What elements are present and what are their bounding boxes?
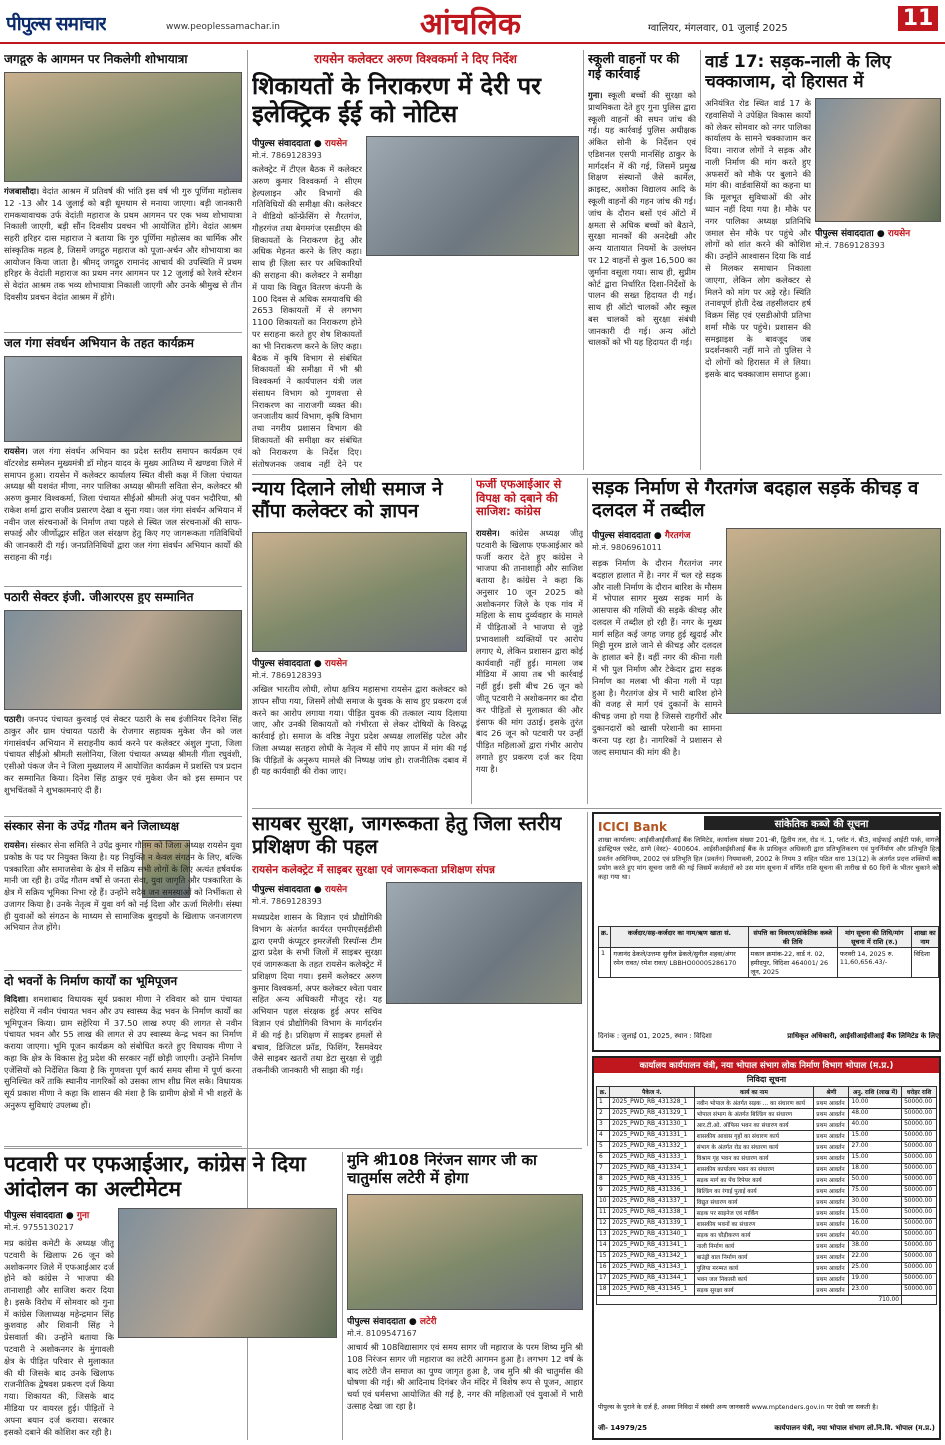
table-cell: बिल्डिंग का रंगाई पुताई कार्य bbox=[694, 1186, 814, 1197]
table-cell: प्रथम आवर्तन bbox=[814, 1175, 849, 1186]
table-cell: 15.00 bbox=[849, 1153, 902, 1164]
headline: स्कूली वाहनों पर की गई कार्रवाई bbox=[588, 52, 680, 81]
table-cell: 2025_PWD_RB_431341_1 bbox=[610, 1241, 694, 1252]
table-cell: 48.00 bbox=[849, 1109, 902, 1120]
table-cell: 2025_PWD_RB_431340_1 bbox=[610, 1230, 694, 1241]
table-cell: गजानंद ढेकले/उत्तमा सुनील ढेकले/सुनील शहवा/अंगर रमेन रावत/ रमेश रावत/ LBBHO00005286170 bbox=[611, 948, 748, 978]
headline: सायबर सुरक्षा, जागरूकता हेतु जिला स्तरीय प्रशिक्षण की पहल bbox=[252, 812, 562, 858]
table-total-row bbox=[597, 1296, 937, 1305]
headline: पटवारी पर एफआईआर, कांग्रेस ने दिया आंदोलन का अल्टीमेटम bbox=[4, 1152, 306, 1201]
place: गंजबासौदा। bbox=[4, 186, 40, 196]
table-row bbox=[597, 1142, 937, 1153]
table-cell: प्रथम आवर्तन bbox=[814, 1219, 849, 1230]
table-cell: शासकीय आवास गृहों का संधारण कार्य bbox=[694, 1131, 814, 1142]
table-cell: प्रथम आवर्तन bbox=[814, 1197, 849, 1208]
table-cell: प्रथम आवर्तन bbox=[814, 1109, 849, 1120]
article-body: मप्र कांग्रेस कमेटी के अध्यक्ष जीतू पटवारी के खिलाफ 26 जून को अशोकनगर जिले में एफआईआर दर्ज होने को कांग्रेस ने भाजपा की तानाशाही और साजिश करार दिया है। इसके विरोध में सोमवार को गुना में कांग्रेस जिलाध्यक्ष महेन्द्रमान सिंह कुशवाह और शिवानी सिंह ने प्रेसवार्ता की। उन्होंने बताया कि पटवारी ने अशोकनगर के मुंगावली क्षेत्र के पीड़ित परिवार से मुलाकात की थी जिसके बाद उनके खिलाफ राजनीतिक द्वेषवश प्रकरण दर्ज किया गया। शिकायत की, जिसके बाद मीडिया पर वायरल हुई। पीड़ितों ने अपना बयान दर्ज कराया। सरकार इसको दबाने की कोशिश कर रही है। bbox=[4, 1238, 114, 1437]
table-cell: 2025_PWD_RB_431336_1 bbox=[610, 1186, 694, 1197]
table-row bbox=[597, 1098, 937, 1109]
headline: मुनि श्री108 निरंजन सागर जी का चातुर्मास लटेरी में होगा bbox=[347, 1152, 537, 1187]
table-cell: 50000.00 bbox=[902, 1164, 937, 1175]
table-cell: 50000.00 bbox=[902, 1263, 937, 1274]
meeting-photo bbox=[366, 136, 579, 256]
tender-code: जी- 14979/25 bbox=[598, 1424, 648, 1432]
table-cell: प्रथम आवर्तन bbox=[814, 1230, 849, 1241]
table-cell: 10 bbox=[597, 1197, 610, 1208]
table-cell: 2025_PWD_RB_431334_1 bbox=[610, 1164, 694, 1175]
column-divider bbox=[587, 478, 588, 804]
table-row bbox=[597, 1241, 937, 1252]
body-text: कांग्रेस अध्यक्ष जीतू पटवारी के खिलाफ एफआईआर को फर्जी करार देते हुए कांग्रेस ने भाजपा की तानाशाही और साजिश बताया है। कांग्रेस ने कहा कि अनुसार 10 जून 2025 को अशोकनगर जिले के एक गांव में महिला के साथ दुर्व्यवहार के मामले में पीड़िताओं ने भाजपा से जुड़े प्रभावशाली व्यक्तियों पर आरोप लगाए थे, लेकिन प्रशासन द्वारा कोई कार्यवाही नहीं हुई। मामला जब मीडिया में आया तब भी कार्रवाई नहीं हुई। इसी बीच 26 जून को जीतू पटवारी ने अशोकनगर का दौरा कर पीड़ितों से मुलाकात की और इंसाफ की मांग उठाई। इसके तुरंत बाद 26 जून को पटवारी पर उन्हीं पीड़ित महिलाओं द्वारा गंभीर आरोप लगाते हुए प्रकरण दर्ज कर दिया गया है। bbox=[476, 528, 583, 774]
bank-logo: ICICI Bank bbox=[598, 820, 667, 834]
table-cell: प्रथम आवर्तन bbox=[814, 1285, 849, 1296]
divider bbox=[4, 332, 242, 333]
table-cell: 75.00 bbox=[849, 1186, 902, 1197]
body-text: वेदांत आश्रम में प्रतिवर्ष की भांति इस वर्ष भी गुरु पूर्णिमा महोत्सव 12 -13 और 14 जुलाई को बड़ी धूमधाम से मनाया जाएगा। बड़ी जानकारी रामकथावाचक उर्फ वेदांती महाराज के प्रथम आगमन पर एक भव्य शोभायात्रा निकाली जाएगी, बड़ी सौंन दिवसीय प्रवचन भी आयोजित होंगे। वेदांत आश्रम सहरी हरिहर दास महाराज ने बताया कि गुरु पूर्णिमा महोत्सव का धार्मिक और सांस्कृतिक महत्व है, जिसमें जगद्गुरु महाराज को पूजा-अर्चन और शोभायात्रा का आयोजन किया जाता है। श्रीमद् जगद्गुरु रामानंद आचार्य की उपस्थिति में प्रथम हरिहर के वेदांती महाराज का प्रथम नगर आगमन पर 12 जुलाई को रेलवे स्टेशन से वेदांत आश्रम तक भव्य शोभायात्रा निकाली जाएगी और उनके श्रीमुख से तीन दिवसीय प्रवचन वेदांत आश्रम में होंगे। bbox=[4, 186, 242, 303]
place: गैरतगंज bbox=[664, 531, 691, 541]
notice-title: सांकेतिक कब्जे की सूचना bbox=[704, 816, 939, 830]
table-cell: 50000.00 bbox=[902, 1142, 937, 1153]
place: गुना bbox=[76, 1211, 90, 1221]
table-row bbox=[597, 1164, 937, 1175]
reporter: पीपुल्स संवाददाता bbox=[347, 1317, 406, 1327]
article-body bbox=[588, 90, 696, 468]
table-row bbox=[597, 1153, 937, 1164]
article-body: अखिल भारतीय लोधी, लोधा क्षत्रिय महासभा रायसेन द्वारा कलेक्टर को ज्ञापन सौंपा गया, जिसमें लोधी समाज के युवक के साथ हुए प्रकरण दर्ज करने का आरोप लगाया गया। पीड़ित युवक की तत्काल न्याय दिलाया जाए, और उनकी शिकायतों को गंभीरता से लेकर दोषियों के विरुद्ध कार्रवाई हो। समाज के वरिष्ठ नेपुरा प्रदेश अध्यक्ष लालसिंह पटेल और जिला अध्यक्ष सतहरा लोधी के नेतृत्व में सौंपे गए ज्ञापन में मांग की गई कि पीड़ितों के अनुरूप मामले की निष्पक्ष जांच हो। राजनीतिक दबाव में ही यह कार्यवाही की रोका जाए। bbox=[252, 684, 467, 777]
table-cell: 50000.00 bbox=[902, 1241, 937, 1252]
table-cell: 4 bbox=[597, 1131, 610, 1142]
table-cell: प्रथम आवर्तन bbox=[814, 1164, 849, 1175]
divider bbox=[252, 808, 942, 809]
table-cell: 16.00 bbox=[849, 1219, 902, 1230]
newspaper-url[interactable]: www.peoplessamachar.in bbox=[166, 22, 280, 32]
table-row bbox=[597, 1131, 937, 1142]
table-cell: 50000.00 bbox=[902, 1285, 937, 1296]
byline: पीपुल्स संवाददाता ● रायसेन bbox=[252, 659, 348, 669]
article-electric-ee-notice bbox=[252, 52, 579, 470]
article-bhoomipujan bbox=[4, 974, 242, 1142]
article-body: आचार्य श्री 108विद्यासागर एवं समय सागर जी महाराज के परम शिष्य मुनि श्री 108 निरंजन सागर जी महाराज का लटेरी आगमन हुआ है। लगभग 12 वर्ष के बाद लटेरी जैन समाज का पुण्य जागृत हुआ है, जब मुनि श्री की चातुर्मास की घोषणा की गई। श्री आदिनाथ दिगंबर जैन मंदिर में विशेष रूप से पूजन, आहार चर्या एवं धर्मसभा आयोजित की गई है, नगर की महिलाओं एवं युवाओं में भारी उत्साह देखा जा रहा है। bbox=[347, 1342, 583, 1411]
body-text: शमशाबाद विधायक सूर्य प्रकाश मीणा ने रविवार को ग्राम पंचायत सहेरिया में नवीन पंचायत भवन और उप स्वास्थ्य केंद्र भवन के निर्माण कार्यों का भूमिपूजन किया। ग्राम सहेरिया में 37.50 लाख रुपए की लागत से नवीन पंचायत भवन और 55 लाख की लागत से उप स्वास्थ्य केन्द्र भवन का निर्माण कराया जाएगा। भूमि पूजन कार्यक्रम को संबोधित करते हुए विधायक मीणा ने कहा कि क्षेत्र के विकास हेतु प्रदेश की सरकार नहीं छोड़ी जाएगी। उन्होंने निर्माण एजेंसियों को निर्देशित किया है कि गुणवत्ता पूर्ण कार्य समय सीमा में पूर्ण करना सुनिश्चित करें ताकि स्थानीय नागरिकों को उसका लाभ शीघ्र मिल सके। विधायक सूर्य प्रकाश मीणा ने कहा कि शासन की मंशा है कि ग्रामीण क्षेत्रों में भी शहरों के अनुरूप सुविधाएं उपलब्ध हों। bbox=[4, 994, 242, 1111]
table-cell: 2025_PWD_RB_431345_1 bbox=[610, 1285, 694, 1296]
divider bbox=[4, 1146, 242, 1147]
divider bbox=[4, 1148, 582, 1149]
table-cell: 50000.00 bbox=[902, 1098, 937, 1109]
table-cell: 17 bbox=[597, 1274, 610, 1285]
table-cell: 1 bbox=[597, 1098, 610, 1109]
table-cell: शासकीय भवनों का संधारण bbox=[694, 1219, 814, 1230]
table-row bbox=[597, 1285, 937, 1296]
table-cell: 10.00 bbox=[849, 1098, 902, 1109]
notice-table bbox=[598, 926, 939, 978]
article-sanskar-sena bbox=[4, 820, 242, 968]
table-cell: 19.00 bbox=[849, 1274, 902, 1285]
table-cell: 2025_PWD_RB_431329_1 bbox=[610, 1109, 694, 1120]
table-cell: 50000.00 bbox=[902, 1175, 937, 1186]
table-cell: बाउंड्री वाल निर्माण कार्य bbox=[694, 1252, 814, 1263]
body-text: जनपद पंचायत कुरवाई एवं सेक्टर पठारी के सब इंजीनियर दिनेश सिंह ठाकुर और ग्राम पंचायत पठारी के रोजगार सहायक मुकेश जैन को जल गंगासंवर्धन अभियान में सराहनीय कार्य करने पर कलेक्टर अंशुल गुप्ता, जिला पंचायत सीईओ श्रीमती सलोनिया, जिला पंचायत अध्यक्ष श्रीमती गीता रघुवंशी, एसीओ पंकज जैन ने जिला मुख्यालय में आयोजित कार्यक्रम में प्रशस्ति पत्र प्रदान कर सम्मानित किया। दिनेश सिंह ठाकुर एवं मुकेश जैन को इस सम्मान पर शुभचिंतकों ने शुभकामनाएं दी हैं। bbox=[4, 714, 242, 795]
col-header: क्र. bbox=[597, 1087, 610, 1098]
place: गुना। bbox=[588, 90, 603, 100]
divider bbox=[4, 586, 242, 587]
table-cell: 2025_PWD_RB_431330_1 bbox=[610, 1120, 694, 1131]
mobile-number: मो.नं. 7869128393 bbox=[815, 241, 885, 250]
table-cell: 16 bbox=[597, 1263, 610, 1274]
mobile-number: मो.नं. 7869128393 bbox=[252, 897, 322, 906]
article-body bbox=[476, 528, 583, 802]
col-header: कर्जदार/सह-कर्जदार का नाम/ऋण खाता सं. bbox=[611, 927, 748, 948]
table-cell: 50000.00 bbox=[902, 1186, 937, 1197]
table-cell: 50000.00 bbox=[902, 1230, 937, 1241]
pwd-tender-notice bbox=[592, 1056, 941, 1440]
table-cell: पुलिया मरम्मत कार्य bbox=[694, 1263, 814, 1274]
table-cell: 1 bbox=[599, 948, 611, 978]
table-row bbox=[597, 1109, 937, 1120]
table-row bbox=[597, 1186, 937, 1197]
reporter: पीपुल्स संवाददाता bbox=[815, 229, 874, 239]
divider bbox=[252, 474, 942, 475]
table-cell: 22.00 bbox=[849, 1252, 902, 1263]
reporter: पीपुल्स संवाददाता bbox=[592, 531, 651, 541]
col-header: कार्य का नाम bbox=[694, 1087, 814, 1098]
notice-footer: दिनांक : जुलाई 01, 2025, स्थान : विदिशा bbox=[598, 1032, 712, 1040]
article-congress-fir bbox=[476, 478, 583, 804]
table-cell: 2025_PWD_RB_431342_1 bbox=[610, 1252, 694, 1263]
kicker: रायसेन कलेक्ट्रेट में साइबर सुरक्षा एवं जागरूकता प्रशिक्षण संपन्न bbox=[252, 864, 495, 876]
section-title: आंचलिक bbox=[420, 7, 521, 42]
column-divider bbox=[583, 50, 584, 470]
table-cell: 2025_PWD_RB_431344_1 bbox=[610, 1274, 694, 1285]
table-row bbox=[597, 1274, 937, 1285]
column-divider bbox=[342, 1152, 343, 1440]
byline: पीपुल्स संवाददाता ● रायसेन bbox=[815, 229, 911, 239]
table-cell: फरवरी 14, 2025 रु. 11,60,656.43/- bbox=[837, 948, 911, 978]
mobile-number: मो.नं. 9755130217 bbox=[4, 1223, 74, 1232]
table-cell: प्रथम आवर्तन bbox=[814, 1263, 849, 1274]
table-cell: 2025_PWD_RB_431332_1 bbox=[610, 1142, 694, 1153]
table-cell: 50000.00 bbox=[902, 1109, 937, 1120]
mobile-number: मो.नं. 9806961011 bbox=[592, 543, 662, 552]
byline: पीपुल्स संवाददाता ● लटेरी bbox=[347, 1317, 437, 1327]
article-school-vehicles bbox=[588, 52, 696, 470]
article-body bbox=[4, 446, 242, 582]
table-cell: भवन जल निकासी कार्य bbox=[694, 1274, 814, 1285]
column-divider bbox=[471, 478, 472, 804]
headline: न्याय दिलाने लोधी समाज ने सौंपा कलेक्टर को ज्ञापन bbox=[252, 478, 443, 523]
tender-sign: कार्यपालन यंत्री, नया भोपाल संभाग लो.नि.वि. भोपाल (म.प्र.) bbox=[774, 1424, 935, 1432]
memorandum-photo bbox=[252, 532, 467, 652]
headline: फर्जी एफआईआर से विपक्ष को दबाने की साजिश: कांग्रेस bbox=[476, 478, 562, 519]
table-cell: 18.00 bbox=[849, 1164, 902, 1175]
article-body bbox=[4, 994, 242, 1140]
byline: पीपुल्स संवाददाता ● गैरतगंज bbox=[592, 531, 691, 541]
table-row bbox=[597, 1120, 937, 1131]
table-cell: 13 bbox=[597, 1230, 610, 1241]
article-body: मध्यप्रदेश शासन के विज्ञान एवं प्रौद्योगिकी विभाग के अंतर्गत कार्यरत एमपीएसईडीसी द्वारा एमपी कंप्यूटर इमरजेंसी रिस्पॉन्स टीम द्वारा प्रदेश के सभी जिलों में साइबर सुरक्षा एवं जागरूकता के तहत रायसेन कलेक्ट्रेट में प्रशिक्षण दिया गया। इसमें कलेक्टर अरुण कुमार विश्वकर्मा, अपर कलेक्टर श्वेता पवार सहित अन्य अधिकारी मौजूद रहे। यह अभियान पहल संरक्षक हुई अपर सचिव विज्ञान एवं प्रौद्योगिकी विभाग के मार्गदर्शन में की गई है। प्रशिक्षण में साइबर हमलों से बचाव, डिजिटल फ्रॉड, फिशिंग, रैंसमवेयर जैसे साइबर खतरों तथा डेटा सुरक्षा से जुड़ी तकनीकी जानकारी भी साझा की गई। bbox=[252, 912, 382, 1076]
table-cell: 38.00 bbox=[849, 1241, 902, 1252]
col-header: क्र. bbox=[599, 927, 611, 948]
table-row bbox=[597, 1263, 937, 1274]
table-cell: प्रथम आवर्तन bbox=[814, 1274, 849, 1285]
table-row bbox=[597, 1175, 937, 1186]
table-cell: 40.00 bbox=[849, 1230, 902, 1241]
table-cell: 2025_PWD_RB_431328_1 bbox=[610, 1098, 694, 1109]
article-body bbox=[4, 186, 242, 326]
place: रायसेन bbox=[324, 139, 348, 149]
col-header: संपत्ति का विवरण/सांकेतिक कब्जे की तिथि bbox=[748, 927, 837, 948]
col-header: शाखा का नाम bbox=[911, 927, 938, 948]
dateline: ग्वालियर, मंगलवार, 01 जुलाई 2025 bbox=[648, 23, 788, 34]
table-cell: 12 bbox=[597, 1219, 610, 1230]
table-cell: 14 bbox=[597, 1241, 610, 1252]
article-photo bbox=[4, 356, 242, 442]
article-body: सड़क निर्माण के दौरान गैरतगंज नगर बदहाल हालात में है। नगर में चल रहे सड़क और नाली निर्माण के दौरान बारिश के मौसम में भोपाल सागर मुख्य सड़क मार्ग के आसपास की गलियों की सड़कें कीचड़ और दलदल में तब्दील हो रही हैं। नगर के मुख्य मार्ग सहित कई जगह जगह हुई खुदाई और मिट्टी मुरम डाले जाने से कीचड़ और दलदल के हालात बने हैं। वहीं नगर की कीना गली में भी पुल निर्माण और टेकेदार द्वारा सड़क निर्माण का मलबा भी कीना गली में पड़ा हुआ है। गैरतगंज क्षेत्र में भारी बारिश होने की वजह से मार्ग एवं दुकानों के सामने कीचड़ जमा हो गया है जिससे राहगीरों और दुकानदारों को खासी परेशानी का सामना करना पड़ रहा है। नागरिकों ने प्रशासन से जल्द समाधान की मांग की है। bbox=[592, 558, 722, 757]
table-cell: 50.00 bbox=[849, 1175, 902, 1186]
training-photo bbox=[386, 882, 582, 1004]
tender-bottom-note: पीपुल्स के पुराने के दर्ज हैं, अथवा निविदा में संबंधी अन्य जानकारी www.mptenders.gov.in पर देखी जा सकती है। bbox=[598, 1403, 879, 1411]
table-cell: 50000.00 bbox=[902, 1131, 937, 1142]
table-cell: 2025_PWD_RB_431335_1 bbox=[610, 1175, 694, 1186]
article-lodhi-samaj bbox=[252, 478, 467, 804]
tender-title: कार्यालय कार्यपालन यंत्री, नया भोपाल संभाग लोक निर्माण विभाग भोपाल (म.प्र.) bbox=[594, 1058, 939, 1073]
table-row bbox=[597, 1230, 937, 1241]
table-cell: 50000.00 bbox=[902, 1274, 937, 1285]
muni-photo bbox=[347, 1194, 583, 1310]
table-cell: 25.00 bbox=[849, 1263, 902, 1274]
table-cell: विदिशा bbox=[911, 948, 938, 978]
table-cell: 6 bbox=[597, 1153, 610, 1164]
article-patwari-fir bbox=[4, 1152, 337, 1440]
muddy-road-photo bbox=[726, 528, 941, 714]
table-cell: 40.00 bbox=[849, 1120, 902, 1131]
table-cell: विश्राम गृह भवन का संधारण कार्य bbox=[694, 1153, 814, 1164]
mobile-number: मो.नं. 7869128393 bbox=[252, 151, 322, 160]
table-cell: नवीन भोपाल के अंतर्गत सड़क ... का संधारण कार्य bbox=[694, 1098, 814, 1109]
table-cell: 50000.00 bbox=[902, 1252, 937, 1263]
kicker: रायसेन कलेक्टर अरुण विश्वकर्मा ने दिए निर्देश bbox=[314, 52, 517, 66]
table-cell: सड़क सुरक्षा कार्य bbox=[694, 1285, 814, 1296]
body-text: स्कूली बच्चों की सुरक्षा को प्राथमिकता देते हुए गुना पुलिस द्वारा स्कूली वाहनों की सघन जांच की गई। यह कार्रवाई पुलिस अधीक्षक अंकित सोनी के निर्देशन एवं एडिशनल एसपी मानसिंह ठाकुर के मार्गदर्शन में की गई, जिसमें प्रमुख शिक्षण संस्थानों जैसे कार्मेल, क्राइस्ट, अशोका विद्यालय आदि के स्कूली वाहनों की गहन जांच की गई। जांच के दौरान बसों एवं ऑटो में क्षमता से अधिक बच्चों को बैठाने, सुरक्षा मानकों की अनदेखी और अन्य यातायात नियमों के उल्लंघन पर 12 वाहनों से कुल 16,500 का जुर्माना वसूला गया। साथ ही, सुप्रीम कोर्ट द्वारा निर्धारित दिशा-निर्देशों के पालन की सख्त हिदायत दी गई। साथ ही ऑटो चालकों और स्कूल बस चालकों को सुरक्षा संबंधी जानकारी दी गई। अन्य ऑटो चालकों को भी यह हिदायत दी गई। bbox=[588, 90, 696, 348]
table-cell: 9 bbox=[597, 1186, 610, 1197]
table-cell: नाली निर्माण कार्य bbox=[694, 1241, 814, 1252]
article-body: कलेक्ट्रेट में टीएल बैठक में कलेक्टर अरुण कुमार विश्वकर्मा ने सीएम हेल्पलाइन और विभागों की गतिविधियों की समीक्षा की। कलेक्टर ने वीडियो कॉन्फ्रेंसिंग से गैरतगंज, गौहरगंज तथा बेगमगंज एसडीएम की शिकायतों के निराकरण हेतु और अधिक मेहनत करने के लिए कहा। साथ ही ज़िला स्तर पर अधिकारियों की सराहना की। कलेक्टर ने समीक्षा में पाया कि विद्युत वितरण कंपनी के 100 दिवस से अधिक समयावधि की 2653 शिकायतों में से लगभग 1100 शिकायतों का निराकरण होने पर सराहना करते हुए शेष शिकायतों का भी निराकरण करने के लिए कहा। बैठक में कृषि विभाग से संबंधित शिकायतों की समीक्षा में भी श्री विश्वकर्मा ने कार्यपालन यंत्री जल संसाधन विभाग को गुणवत्ता से निराकरण का नाराजगी व्यक्त की। जनजातीय कार्य विभाग, कृषि विभाग तथा नगरीय प्रशासन विभाग की शिकायतों की समीक्षा कर संबंधित को निराकरण के निर्देश दिए। संतोषजनक जवाब नहीं देने पर bbox=[252, 164, 362, 468]
table-cell: 2 bbox=[597, 1109, 610, 1120]
table-cell: 15 bbox=[597, 1252, 610, 1263]
notice-body: शाखा कार्यालय: आईसीआईसीआई बैंक लिमिटेड, कार्यालय संख्या 201-बी, द्वितीय तल, रोड नं. 1, प्लॉट नं. बी3, वाईफाई आईटी पार्क, वागले इंडस्ट्रियल एस्टेट, ठाणे (वेस्ट)- 400604. आईसीआईसीआई बैंक के प्राधिकृत अधिकारी द्वारा प्रतिभूतिकरण एवं पुनर्निर्माण और प्रतिभूति हित प्रवर्तन अधिनियम, 2002 एवं प्रतिभूति हित (प्रवर्तन) नियमावली, 2002 के नियम 3 सहित पठित धारा 13(12) के अंतर्गत प्रदत्त शक्तियों का प्रयोग करते हुए मांग सूचना जारी की गई जिसमें कर्जदारों को उस मांग सूचना में वर्णित राशि सूचना की तारीख से 60 दिनों के भीतर चुकाने को कहा गया था। bbox=[598, 836, 939, 882]
article-muni-chaturmas bbox=[347, 1152, 583, 1440]
headline: जल गंगा संवर्धन अभियान के तहत कार्यक्रम bbox=[4, 336, 194, 350]
table-row bbox=[597, 1197, 937, 1208]
table-row bbox=[597, 1252, 937, 1263]
article-body: अनियंत्रित रोड स्थित वार्ड 17 के रहवासियों ने उपेक्षित विकास कार्यों को लेकर सोमवार को नगर पालिका कार्यालय के सामने चक्काजाम कर दिया। नाराज लोगों ने सड़क और नाली निर्माण की मांग करते हुए अफसरों को मौके पर बुलाने की मांग की। वार्डवासियों का कहना था कि मूलभूत सुविधाओं की ओर ध्यान नहीं दिया गया है। मौके पर नगर पालिका अध्यक्ष प्रतिनिधि जमाल सेन मौके पर पहुंचे और लोगों को शांत करने की कोशिश की। उन्होंने आश्वासन दिया कि वार्ड से मिलकर समाधान निकाला जाएगा, लेकिन लोग कलेक्टर से मिलने को मांग पर अड़े रहे। स्थिति तनावपूर्ण होती देख तहसीलदार हर्ष विक्रम सिंह एवं एसडीओपी प्रतिभा शर्मा मौके पर पहुंचे। प्रशासन की समझाइश के बावजूद जब प्रदर्शनकारी नहीं माने तो पुलिस ने दो लोगों को हिरासत में ले लिया। इसके बाद चक्काजाम समाप्त हुआ। bbox=[705, 98, 811, 379]
table-cell: 2025_PWD_RB_431337_1 bbox=[610, 1197, 694, 1208]
headline: जगद्गुरु के आगमन पर निकलेगी शोभायात्रा bbox=[4, 52, 188, 66]
article-body bbox=[4, 840, 242, 966]
notice-sign: प्राधिकृत अधिकारी, आईसीआईसीआई बैंक लिमिटेड के लिए bbox=[787, 1032, 939, 1040]
col-header: अनु. राशि (लाख में) bbox=[849, 1087, 902, 1098]
table-cell: मकान क्रमांक-22, वार्ड नं. 02, हमीदपुर, विदिशा 464001/ 26 जून, 2025 bbox=[748, 948, 837, 978]
col-header: श्रेणी bbox=[814, 1087, 849, 1098]
table-cell: 11 bbox=[597, 1208, 610, 1219]
icici-possession-notice bbox=[592, 812, 941, 1052]
masthead bbox=[0, 0, 945, 44]
column-divider bbox=[700, 50, 701, 470]
table-cell: प्रथम आवर्तन bbox=[814, 1153, 849, 1164]
table-cell: 50000.00 bbox=[902, 1208, 937, 1219]
table-cell: 5 bbox=[597, 1142, 610, 1153]
column-divider bbox=[587, 812, 588, 1146]
table-cell: 50000.00 bbox=[902, 1197, 937, 1208]
table-cell: 50000.00 bbox=[902, 1120, 937, 1131]
article-body bbox=[4, 714, 242, 812]
table-cell: 3 bbox=[597, 1120, 610, 1131]
table-cell: 50000.00 bbox=[902, 1219, 937, 1230]
article-ward-17 bbox=[705, 52, 941, 470]
table-cell: 23.00 bbox=[849, 1285, 902, 1296]
table-cell: 7 bbox=[597, 1164, 610, 1175]
article-pathari-honor bbox=[4, 590, 242, 814]
place: रायसेन bbox=[887, 229, 911, 239]
table-cell: 2025_PWD_RB_431343_1 bbox=[610, 1263, 694, 1274]
mobile-number: मो.नं. 7869128393 bbox=[252, 671, 322, 680]
reporter: पीपुल्स संवाददाता bbox=[252, 659, 311, 669]
table-row bbox=[597, 1208, 937, 1219]
table-cell: प्रथम आवर्तन bbox=[814, 1120, 849, 1131]
col-header: मांग सूचना की तिथि/मांग सूचना में राशि (रु.) bbox=[837, 927, 911, 948]
table-cell: प्रथम आवर्तन bbox=[814, 1142, 849, 1153]
table-row bbox=[597, 1219, 937, 1230]
page-number: 11 bbox=[898, 6, 938, 31]
table-cell: सड़क मार्ग का पेंच रिपेयर कार्य bbox=[694, 1175, 814, 1186]
headline: सड़क निर्माण से गैरतगंज बदहाल सड़कें कीचड़ व दलदल में तब्दील bbox=[592, 478, 919, 521]
table-cell: 2025_PWD_RB_431339_1 bbox=[610, 1219, 694, 1230]
headline: वार्ड 17: सड़क-नाली के लिए चक्काजाम, दो हिरासत में bbox=[705, 52, 891, 93]
place: विदिशा। bbox=[4, 994, 29, 1004]
byline: पीपुल्स संवाददाता ● रायसेन bbox=[252, 139, 348, 149]
place: रायसेन bbox=[324, 659, 348, 669]
article-jagadguru bbox=[4, 52, 242, 328]
col-header: पैकेज नं. bbox=[610, 1087, 694, 1098]
byline: पीपुल्स संवाददाता ● रायसेन bbox=[252, 885, 348, 895]
headline: दो भवनों के निर्माण कार्यों का भूमिपूजन bbox=[4, 974, 178, 988]
press-conference-photo bbox=[118, 1208, 337, 1338]
table-cell: 50000.00 bbox=[902, 1153, 937, 1164]
headline: शिकायतों के निराकरण में देरी पर इलेक्ट्रिक ईई को नोटिस bbox=[252, 72, 541, 129]
place: पठारी। bbox=[4, 714, 25, 724]
body-text: जल गंगा संवर्धन अभियान का प्रदेश स्तरीय समापन कार्यक्रम एवं वॉटरशेड सम्मेलन मुख्यमंत्री डॉ मोहन यादव के मुख्य आतिथ्य में खण्डवा जिले में समापन हुआ। रायसेन में कलेक्टर कार्यालय स्थित वीसी कक्ष में जिला पंचायत अध्यक्ष श्री यशवंत मीणा, नगर पालिका अध्यक्ष श्रीमती सविता सेन, कलेक्टर श्री अरुण कुमार विश्वकर्मा, जिला पंचायत सीईओ श्रीमती अंजू पवन भदौरिया, श्री राकेश शर्मा द्वारा सजीव प्रसारण देखा व सुना गया। जल गंगा संवर्धन अभियान में नवीन जल संरचनाओं के निर्माण तथा पहले से स्थित जल संरचनाओं की साफ-सफाई और जीर्णोद्धार सहित जल संरक्षण हेतु किए गए जागरूकता गतिविधियों की जानकारी दी गई। जनप्रतिनिधियों द्वारा जल गंगा संवर्धन अभियान कार्यों की सराहना की गई। bbox=[4, 446, 242, 563]
reporter: पीपुल्स संवाददाता bbox=[252, 139, 311, 149]
reporter: पीपुल्स संवाददाता bbox=[4, 1211, 63, 1221]
table-cell: 2025_PWD_RB_431331_1 bbox=[610, 1131, 694, 1142]
divider bbox=[4, 970, 242, 971]
place: रायसेन। bbox=[476, 528, 500, 538]
article-cyber-security bbox=[252, 812, 582, 1144]
table-cell: 2025_PWD_RB_431338_1 bbox=[610, 1208, 694, 1219]
divider bbox=[4, 816, 242, 817]
place: रायसेन। bbox=[4, 446, 28, 456]
table-cell: शासकीय कार्यालय भवन का संधारण bbox=[694, 1164, 814, 1175]
place: लटेरी bbox=[419, 1317, 437, 1327]
place: रायसेन। bbox=[4, 840, 28, 850]
headline: संस्कार सेना के उपेंद्र गौतम बने जिलाध्यक्ष bbox=[4, 820, 180, 833]
table-cell: प्रथम आवर्तन bbox=[814, 1252, 849, 1263]
article-jal-ganga bbox=[4, 336, 242, 584]
table-cell: संभाग के अंतर्गत रोड का संधारण कार्य bbox=[694, 1142, 814, 1153]
table-cell: प्रथम आवर्तन bbox=[814, 1186, 849, 1197]
protest-photo bbox=[815, 98, 941, 222]
table-cell: 2025_PWD_RB_431333_1 bbox=[610, 1153, 694, 1164]
reporter: पीपुल्स संवाददाता bbox=[252, 885, 311, 895]
table-cell: प्रथम आवर्तन bbox=[814, 1131, 849, 1142]
tender-table bbox=[596, 1086, 937, 1305]
table-cell: प्रथम आवर्तन bbox=[814, 1241, 849, 1252]
tender-subtitle: निविदा सूचना bbox=[746, 1075, 787, 1084]
table-cell: 30.00 bbox=[849, 1197, 902, 1208]
table-cell: आर.टी.ओ. ऑफिस भवन का संधारण कार्य bbox=[694, 1120, 814, 1131]
total-cell: 710.00 bbox=[597, 1296, 902, 1305]
col-header: धरोहर राशि bbox=[902, 1087, 937, 1098]
table-cell: 15.00 bbox=[849, 1208, 902, 1219]
mobile-number: मो.नं. 8109547167 bbox=[347, 1329, 417, 1338]
table-cell: 8 bbox=[597, 1175, 610, 1186]
table-cell: विद्युत संधारण कार्य bbox=[694, 1197, 814, 1208]
table-cell: 15.00 bbox=[849, 1131, 902, 1142]
table-cell: भोपाल संभाग के अंतर्गत बिल्डिंग का संधारण bbox=[694, 1109, 814, 1120]
table-cell: प्रथम आवर्तन bbox=[814, 1208, 849, 1219]
table-cell: प्रथम आवर्तन bbox=[814, 1098, 849, 1109]
article-photo bbox=[4, 72, 242, 182]
newspaper-brand: पीपुल्स समाचार bbox=[6, 13, 106, 35]
table-cell: सड़क पर साइनेज एवं मार्किंग bbox=[694, 1208, 814, 1219]
byline: पीपुल्स संवाददाता ● गुना bbox=[4, 1211, 90, 1221]
table-cell: 27.00 bbox=[849, 1142, 902, 1153]
body-text: संस्कार सेना समिति ने उपेंद्र कुमार गौतम को जिला अध्यक्ष रायसेन युवा प्रकोष्ठ के पद पर नियुक्त किया है। यह नियुक्ति न केवल संगठन के लिए, बल्कि पत्रकारिता और समाजसेवा के क्षेत्र में सक्रिय सभी लोगों के लिए अत्यंत हर्षवर्धक मानी जा रही है। उपेंद्र गौतम वर्षों से जनता सेवा, युवा जागृति और पत्रकारिता के क्षेत्र में सक्रिय भूमिका निभा रहे हैं। उन्होंने सदैव जन समस्याओं को निर्भीकता से उजागर किया है। उनके नेतृत्व में युवा वर्ग को नई दिशा और ऊर्जा मिलेगी। संस्था ही युवाओं को संगठन के माध्यम से सामाजिक बुराइयों के खिलाफ जनजागरण अभियान तेज होंगे। bbox=[4, 840, 242, 933]
table-cell: सड़क का चौड़ीकरण कार्य bbox=[694, 1230, 814, 1241]
article-gairatganj-road bbox=[592, 478, 941, 804]
headline: पठारी सेक्टर इंजी. जीआरएस हुए सम्मानित bbox=[4, 590, 194, 604]
article-photo bbox=[4, 610, 242, 710]
place: रायसेन bbox=[324, 885, 348, 895]
table-cell: 18 bbox=[597, 1285, 610, 1296]
